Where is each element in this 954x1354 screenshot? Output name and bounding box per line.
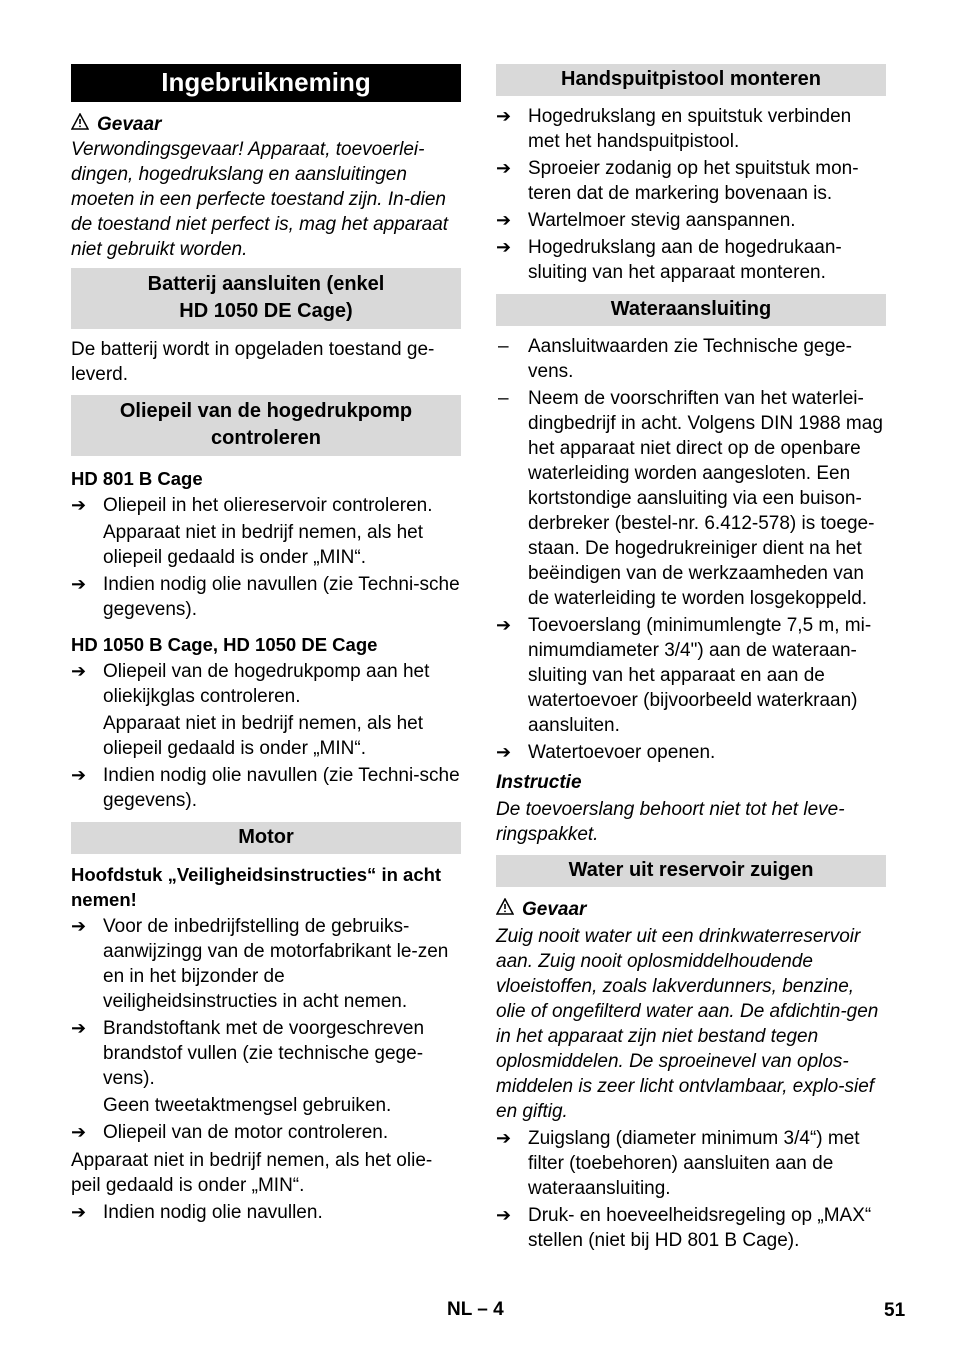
- warning-label: Gevaar: [522, 899, 587, 920]
- section-water-connection: Wateraansluiting: [496, 294, 886, 326]
- instruction-text: De toevoerslang behoort niet tot het leve-ringspakket.: [496, 799, 845, 845]
- arrow-right-icon: ➔: [496, 615, 512, 635]
- arrow-right-icon: ➔: [496, 742, 512, 762]
- arrow-right-icon: ➔: [71, 661, 87, 681]
- page-title: Ingebruikneming: [71, 64, 461, 102]
- footer-page-label: NL – 4: [447, 1299, 504, 1320]
- list-item: ➔ Hogedrukslang aan de hogedrukaan-sluiting van het apparaat monteren.: [496, 237, 842, 283]
- list-item: – Aansluitwaarden zie Technische gege-vens.: [498, 336, 852, 382]
- arrow-right-icon: ➔: [496, 1205, 512, 1225]
- section-oil-line1: Oliepeil van de hogedrukpomp: [119, 400, 413, 422]
- arrow-right-icon: ➔: [71, 574, 87, 594]
- warning-triangle-icon: [496, 897, 516, 922]
- section-reservoir: Water uit reservoir zuigen: [496, 855, 886, 887]
- warning-label: Gevaar: [97, 114, 162, 135]
- subheading-hd801: HD 801 B Cage: [71, 468, 203, 489]
- warning-heading: [71, 112, 461, 137]
- arrow-right-icon: ➔: [71, 495, 87, 515]
- battery-text: De batterij wordt in opgeladen toestand ge-leverd.: [71, 339, 435, 385]
- list-item: ➔ Brandstoftank met de voorgeschreven brandstof vullen (zie technische gege-vens).: [71, 1018, 425, 1089]
- list-item: ➔ Oliepeil van de motor controleren.: [71, 1122, 389, 1143]
- arrow-right-icon: ➔: [496, 106, 512, 126]
- subheading-hd1050: HD 1050 B Cage, HD 1050 DE Cage: [71, 634, 378, 655]
- warning-text: Zuig nooit water uit een drinkwaterreservoir aan. Zuig nooit oplosmiddelhoudende vloeistoffen, zoals lakverdunners, benzine, olie of ongefilterd water aan. De afdichtin-gen in het apparaat zijn niet bestand tegen oplosmiddelen. De sproeinevel van oplos-middelen is zeer licht ontvlambaar, explo-sief en giftig.: [496, 926, 879, 1122]
- section-battery-line1: Batterij aansluiten (enkel: [147, 273, 385, 295]
- list-item: ➔ Oliepeil van de hogedrukpomp aan het oliekijkglas controleren.: [71, 661, 430, 707]
- list-item: ➔ Toevoerslang (minimumlengte 7,5 m, mi-nimumdiameter 3/4") aan de wateraan-sluiting van het apparaat en aan de watertoevoer (bijvoorbeeld waterkraan) aansluiten.: [496, 615, 872, 736]
- arrow-right-icon: ➔: [71, 916, 87, 936]
- motor-paragraph: Apparaat niet in bedrijf nemen, als het olie-peil gedaald is onder „MIN“.: [71, 1150, 433, 1196]
- arrow-right-icon: ➔: [496, 237, 512, 257]
- arrow-right-icon: ➔: [71, 1122, 87, 1142]
- list-item: ➔ Voor de inbedrijfstelling de gebruiks-aanwijzingg van de motorfabrikant le-zen en in het bijzonder de veiligheidsinstructies in acht nemen.: [71, 916, 449, 1012]
- warning-heading: [496, 897, 886, 922]
- list-item: ➔ Indien nodig olie navullen.: [71, 1202, 323, 1223]
- arrow-right-icon: ➔: [496, 1128, 512, 1148]
- list-item: ➔ Sproeier zodanig op het spuitstuk mon-teren dat de markering bovenaan is.: [496, 158, 859, 204]
- right-column: [496, 64, 886, 1253]
- list-item: ➔ Oliepeil in het oliereservoir controleren.: [71, 495, 433, 516]
- footer-page-number: 51: [884, 1300, 906, 1321]
- arrow-right-icon: ➔: [71, 765, 87, 785]
- list-item: ➔ Indien nodig olie navullen (zie Techni-sche gegevens).: [71, 765, 460, 811]
- list-item: ➔ Hogedrukslang en spuitstuk verbinden met het handspuitpistool.: [496, 106, 852, 152]
- instruction-heading: Instructie: [496, 772, 582, 793]
- note-text: Geen tweetaktmengsel gebruiken.: [103, 1095, 392, 1116]
- subheading-motor: Hoofdstuk „Veiligheidsinstructies“ in acht nemen!: [71, 864, 442, 910]
- section-spray-gun: Handspuitpistool monteren: [496, 64, 886, 96]
- list-item: ➔ Druk- en hoeveelheidsregeling op „MAX“ stellen (niet bij HD 801 B Cage).: [496, 1205, 872, 1251]
- warning-triangle-icon: [71, 112, 91, 137]
- section-motor: Motor: [71, 822, 461, 854]
- list-item: ➔ Zuigslang (diameter minimum 3/4“) met filter (toebehoren) aansluiten aan de wateraansluiting.: [496, 1128, 860, 1199]
- arrow-right-icon: ➔: [71, 1018, 87, 1038]
- note-text: Apparaat niet in bedrijf nemen, als het oliepeil gedaald is onder „MIN“.: [103, 713, 424, 759]
- dash-bullet: –: [498, 336, 509, 357]
- left-column: [71, 64, 461, 1225]
- warning-text: Verwondingsgevaar! Apparaat, toevoerlei-dingen, hogedrukslang en aansluitingen moeten in een perfecte toestand zijn. In-dien de toestand niet perfect is, mag het apparaat niet gebruikt worden.: [71, 139, 449, 260]
- note-text: Apparaat niet in bedrijf nemen, als het oliepeil gedaald is onder „MIN“.: [103, 522, 424, 568]
- list-item: – Neem de voorschriften van het waterlei-dingbedrijf in acht. Volgens DIN 1988 mag het apparaat niet direct op de openbare waterleiding worden aangesloten. Een kortstondige aansluiting via een buison-derbreker (bestel-nr. 6.412-578) is toege-staan. De hogedrukreiniger dient na het beëindigen van de werkzaamheden van de waterleiding te worden losgekoppeld.: [498, 388, 883, 609]
- list-item: ➔ Indien nodig olie navullen (zie Techni-sche gegevens).: [71, 574, 460, 620]
- section-battery: [71, 268, 461, 329]
- arrow-right-icon: ➔: [496, 158, 512, 178]
- dash-bullet: –: [498, 388, 509, 409]
- arrow-right-icon: ➔: [496, 210, 512, 230]
- list-item: ➔ Wartelmoer stevig aanspannen.: [496, 210, 796, 231]
- section-battery-line2: HD 1050 DE Cage): [179, 300, 353, 322]
- section-oil-line2: controleren: [210, 427, 322, 449]
- arrow-right-icon: ➔: [71, 1202, 87, 1222]
- section-oil: [71, 395, 461, 456]
- list-item: ➔ Watertoevoer openen.: [496, 742, 716, 763]
